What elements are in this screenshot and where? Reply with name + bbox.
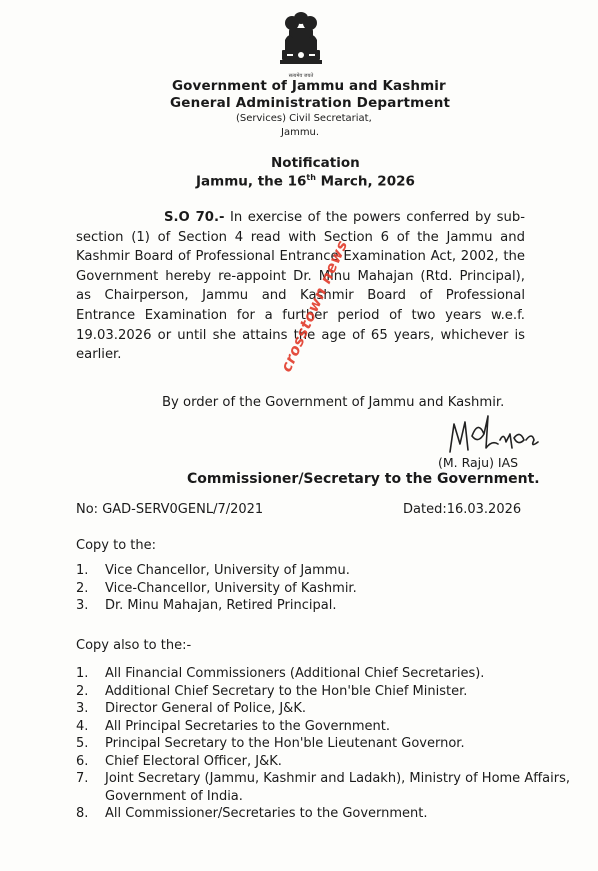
list-item: 8. All Commissioner/Secretaries to the Government. <box>76 806 428 821</box>
body-line: earlier. <box>76 347 122 363</box>
date-ordinal: th <box>306 173 316 182</box>
copy-also-heading: Copy also to the:- <box>76 638 192 653</box>
copy-also-list <box>76 665 598 823</box>
list-item: 3. Dr. Minu Mahajan, Retired Principal. <box>76 598 337 613</box>
office-city: Jammu. <box>281 127 320 138</box>
watermark-text: crosstown news <box>276 237 352 375</box>
body-line: Kashmir Board of Professional Entrance Examination Act, 2002, the <box>76 249 525 265</box>
notification-title: Notification <box>271 155 360 171</box>
by-order-line: By order of the Government of Jammu and Kashmir. <box>162 395 505 410</box>
national-emblem-icon <box>273 10 329 74</box>
reference-number: No: GAD-SERV0GENL/7/2021 <box>76 502 264 517</box>
body-line: as Chairperson, Jammu and Kashmir Board of Professional <box>76 288 525 304</box>
signatory-designation: Commissioner/Secretary to the Government. <box>187 471 540 487</box>
body-line: section (1) of Section 4 read with Section 6 of the Jammu and <box>76 229 525 245</box>
copy-to-heading: Copy to the: <box>76 538 157 553</box>
government-name: Government of Jammu and Kashmir <box>172 78 446 94</box>
date-suffix: March, 2026 <box>315 173 415 190</box>
reference-date: Dated:16.03.2026 <box>403 502 522 517</box>
list-item: 7. Joint Secretary (Jammu, Kashmir and Ladakh), Ministry of Home Affairs, Government of India. <box>76 771 570 804</box>
notification-date <box>196 173 415 190</box>
body-line: Government hereby re-appoint Dr. Minu Mahajan (Rtd. Principal), <box>76 268 525 284</box>
list-item: 4. All Principal Secretaries to the Government. <box>76 718 391 734</box>
list-item: 5. Principal Secretary to the Hon'ble Lieutenant Governor. <box>76 736 465 751</box>
emblem-motto: सत्यमेव जयते <box>288 73 314 79</box>
so-number: S.O 70.- <box>164 210 225 225</box>
body-line: S.O 70.- In exercise of the powers conferred by sub- <box>164 210 525 225</box>
department-name: General Administration Department <box>170 95 451 111</box>
body-line: Entrance Examination for a further period of two years w.e.f. <box>76 307 525 323</box>
list-item: 6. Chief Electoral Officer, J&K. <box>76 753 282 769</box>
list-item: 2. Additional Chief Secretary to the Hon'ble Chief Minister. <box>76 683 468 699</box>
signatory-name: (M. Raju) IAS <box>438 455 519 470</box>
list-item: 1. All Financial Commissioners (Additional Chief Secretaries). <box>76 666 485 681</box>
list-item: 3. Director General of Police, J&K. <box>76 701 306 716</box>
copy-to-list <box>76 562 357 615</box>
office-name: (Services) Civil Secretariat, <box>236 113 372 124</box>
body-line: 19.03.2026 or until she attains the age of 65 years, whichever is <box>76 327 525 343</box>
list-item: 2. Vice-Chancellor, University of Kashmir. <box>76 580 357 596</box>
date-prefix: Jammu, the 16 <box>196 173 307 190</box>
list-item: 1. Vice Chancellor, University of Jammu. <box>76 563 350 578</box>
